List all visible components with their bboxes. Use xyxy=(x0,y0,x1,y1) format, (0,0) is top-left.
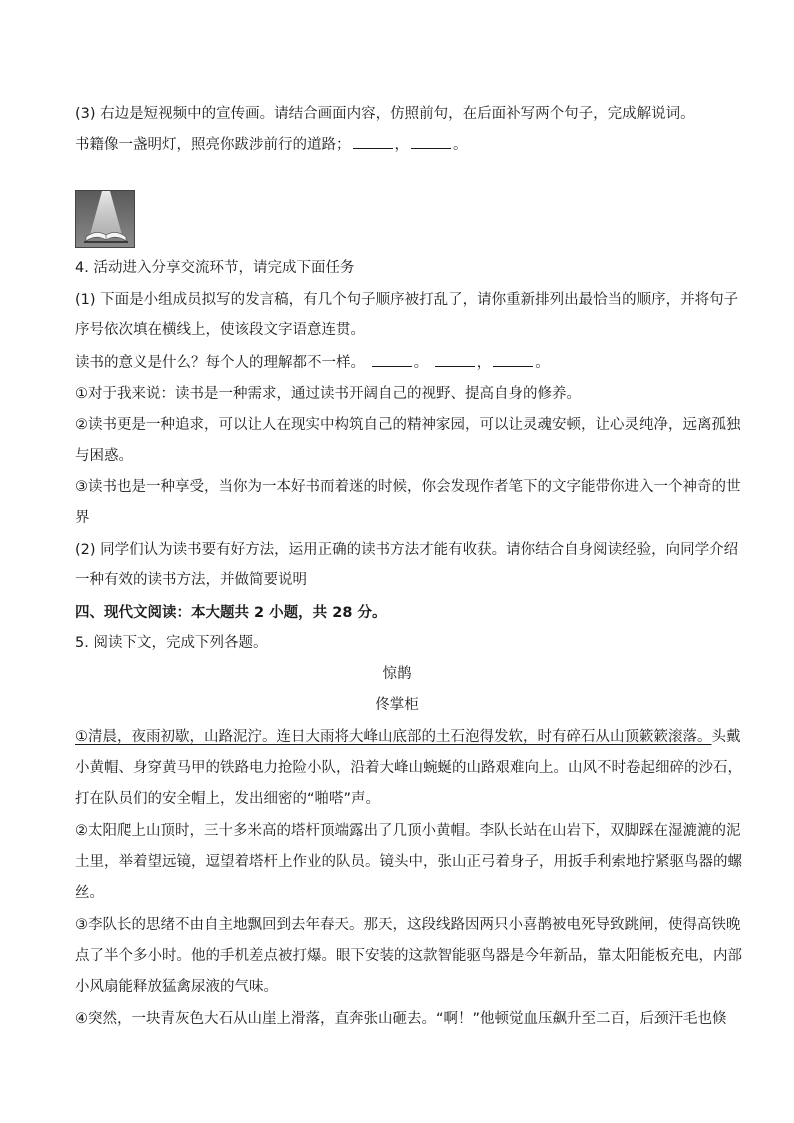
q4-punct-1: 。 xyxy=(413,355,429,371)
para-2-line3: 丝。 xyxy=(75,885,104,901)
q3-end: 。 xyxy=(453,137,468,153)
q5-instruction: 5. 阅读下文，完成下列各题。 xyxy=(75,635,268,651)
para-1-line3: 打在队员们的安全帽上，发出细密的“啪嗒”声。 xyxy=(75,791,381,807)
article-author: 佟掌柜 xyxy=(375,697,419,713)
q4-meaning-text: 读书的意义是什么？每个人的理解都不一样。 xyxy=(75,355,365,371)
para-1-line2: 小黄帽、身穿黄马甲的铁路电力抢险小队，沿着大峰山蜿蜒的山路艰难向上。山风不时卷起细碎的沙石， xyxy=(75,760,742,776)
book-poster-image xyxy=(75,190,135,248)
q4-part2-line1: (2) 同学们认为读书要有好方法，运用正确的读书方法才能有收获。请你结合自身阅读经验，向同学介绍 xyxy=(75,542,739,558)
answer-blank-3[interactable] xyxy=(372,352,412,367)
answer-blank-5[interactable] xyxy=(493,352,533,367)
q4-meaning-line xyxy=(75,352,725,373)
q3-sentence-start: 书籍像一盏明灯，照亮你跋涉前行的道路； xyxy=(75,137,351,153)
answer-blank-4[interactable] xyxy=(435,352,475,367)
q4-part1-line1: (1) 下面是小组成员拟写的发言稿，有几个句子顺序被打乱了，请你重新排列出最恰当的顺序，并将句子 xyxy=(75,292,739,308)
para-2-line2: 土里，举着望远镜，逗望着塔杆上作业的队员。镜头中，张山正弓着身子，用扳手利索地拧紧驱鸟器的螺 xyxy=(75,854,742,870)
para-3-line2: 点了半个多小时。他的手机差点被打爆。眼下安装的这款智能驱鸟器是今年新品，靠太阳能板充电，内部 xyxy=(75,948,742,964)
q4-punct-2: ， xyxy=(476,355,492,371)
q4-punct-3: 。 xyxy=(535,355,550,371)
para-1-rest: 头戴 xyxy=(711,729,741,745)
q3-prompt: (3) 右边是短视频中的宣传画。请结合画面内容，仿照前句，在后面补写两个句子，完成解说词。 xyxy=(75,106,695,122)
q4-item-2-line2: 与困惑。 xyxy=(75,448,133,464)
q4-item-3-line2: 界 xyxy=(75,510,90,526)
q3-fill-sentence xyxy=(75,134,725,155)
para-3-line3: 小风扇能释放猛禽尿液的气味。 xyxy=(75,979,278,995)
article-title: 惊鹊 xyxy=(382,666,412,682)
para-2-line1: ②太阳爬上山顶时，三十多米高的塔杆顶端露出了几顶小黄帽。李队长站在山岩下，双脚踩在湿漉漉的泥 xyxy=(75,823,741,839)
answer-blank-2[interactable] xyxy=(411,134,451,149)
q3-sep: ， xyxy=(394,137,409,153)
section-heading: 四、现代文阅读：本大题共 2 小题，共 28 分。 xyxy=(75,605,387,621)
q4-part2-line2: 一种有效的读书方法，并做简要说明 xyxy=(75,572,307,588)
para-4-line1: ④突然，一块青灰色大石从山崖上滑落，直奔张山砸去。“啊！”他顿觉血压飙升至二百，后颈汗毛也倏 xyxy=(75,1011,727,1027)
q4-item-2-line1: ②读书更是一种追求，可以让人在现实中构筑自己的精神家园，可以让灵魂安顿，让心灵纯净，远离孤独 xyxy=(75,417,741,433)
para-1-underlined: ①清晨，夜雨初歇，山路泥泞。连日大雨将大峰山底部的土石泡得发软，时有碎石从山顶簌簌滚落。 xyxy=(75,729,712,745)
para-1-line1 xyxy=(75,727,741,747)
q4-item-3-line1: ③读书也是一种享受，当你为一本好书而着迷的时候，你会发现作者笔下的文字能带你进入一个神奇的世 xyxy=(75,479,741,495)
q4-title: 4. 活动进入分享交流环节，请完成下面任务 xyxy=(75,260,355,276)
para-3-line1: ③李队长的思绪不由自主地飘回到去年春天。那天，这段线路因两只小喜鹊被电死导致跳闸，使得高铁晚 xyxy=(75,917,741,933)
answer-blank-1[interactable] xyxy=(353,134,393,149)
q4-part1-line2: 序号依次填在横线上，使该段文字语意连贯。 xyxy=(75,322,365,338)
q4-item-1: ①对于我来说：读书是一种需求，通过读书开阔自己的视野、提高自身的修养。 xyxy=(75,386,581,402)
open-book-spotlight-icon xyxy=(76,191,135,248)
